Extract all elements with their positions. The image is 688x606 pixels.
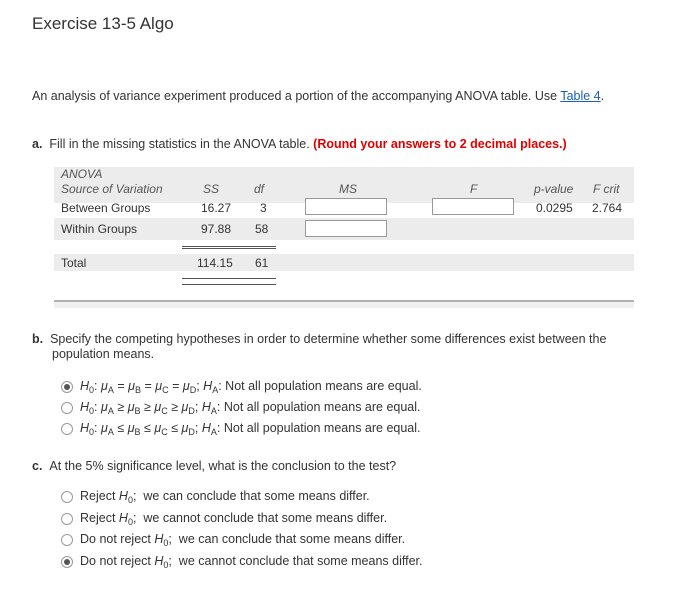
- between-f-input[interactable]: [432, 198, 514, 215]
- total-ss: 114.15: [197, 256, 233, 270]
- part-b-text-2: population means.: [52, 347, 155, 361]
- hypothesis-option-2[interactable]: $H_0$: $\mu_A \ge \mu_B \ge \mu_C \ge \mu_D$; $H_A$: Not all population means are equal.: [80, 400, 421, 416]
- part-b-label: b.: [32, 332, 44, 346]
- rule-above-total: [182, 246, 276, 247]
- conclusion-option-2-radio[interactable]: [61, 513, 73, 525]
- part-b-question: [32, 332, 642, 362]
- between-ms-input[interactable]: [305, 198, 387, 215]
- within-ms-input[interactable]: [305, 220, 387, 237]
- part-b-text: Specify the competing hypotheses in order to determine whether some differences exist between the: [50, 332, 607, 346]
- part-c-text: At the 5% significance level, what is the conclusion to the test?: [49, 459, 397, 473]
- within-groups-row: [54, 218, 634, 240]
- header-f: F: [470, 182, 478, 196]
- hypothesis-option-1[interactable]: $H_0$: $\mu_A = \mu_B = \mu_C = \mu_D$; $H_A$: Not all population means are equal.: [80, 379, 422, 395]
- part-a-question: [32, 137, 567, 151]
- intro-text: [32, 89, 604, 103]
- conclusion-option-1-radio[interactable]: [61, 491, 73, 503]
- part-c-label: c.: [32, 459, 43, 473]
- table-4-link[interactable]: Table 4: [560, 89, 601, 103]
- hypothesis-option-3-radio[interactable]: [61, 423, 73, 435]
- header-df: df: [254, 182, 265, 196]
- within-label: Within Groups: [61, 222, 138, 236]
- conclusion-option-3[interactable]: Do not reject $H_0$; we can conclude that some means differ.: [80, 532, 406, 548]
- hypothesis-option-1-radio[interactable]: [61, 381, 73, 393]
- intro-end: .: [600, 89, 605, 103]
- rule-below-total-2: [182, 284, 276, 285]
- between-ss: 16.27: [201, 201, 232, 215]
- within-ss: 97.88: [201, 222, 232, 236]
- part-c-question: [32, 459, 396, 473]
- header-source: Source of Variation: [61, 182, 163, 196]
- part-a-label: a.: [32, 137, 43, 151]
- table-scrollbar[interactable]: [54, 300, 634, 308]
- header-ms: MS: [339, 182, 357, 196]
- within-df: 58: [255, 222, 269, 236]
- header-fcrit: F crit: [593, 182, 620, 196]
- conclusion-option-3-radio[interactable]: [61, 534, 73, 546]
- total-row: [54, 254, 634, 271]
- hypothesis-option-3[interactable]: $H_0$: $\mu_A \le \mu_B \le \mu_C \le \mu_D$; $H_A$: Not all population means are equal.: [80, 421, 421, 437]
- part-a-text: Fill in the missing statistics in the ANOVA table.: [49, 137, 314, 151]
- between-pvalue: 0.0295: [536, 201, 573, 215]
- spacer-row: [54, 240, 634, 254]
- conclusion-option-4-radio[interactable]: [61, 556, 73, 568]
- table-caption: ANOVA: [61, 167, 103, 181]
- page-title: Exercise 13-5 Algo: [32, 14, 174, 33]
- header-ss: SS: [203, 182, 220, 196]
- total-label: Total: [61, 256, 87, 270]
- between-label: Between Groups: [61, 201, 151, 215]
- conclusion-option-2[interactable]: Reject $H_0$; we cannot conclude that some means differ.: [80, 511, 388, 527]
- header-pvalue: p-value: [534, 182, 574, 196]
- between-groups-row: [54, 198, 634, 218]
- between-fcrit: 2.764: [592, 201, 623, 215]
- conclusion-option-1[interactable]: Reject $H_0$; we can conclude that some means differ.: [80, 489, 370, 505]
- between-df: 3: [260, 201, 267, 215]
- total-df: 61: [255, 256, 269, 270]
- intro-body: An analysis of variance experiment produced a portion of the accompanying ANOVA table. Use: [32, 89, 561, 103]
- conclusion-option-4[interactable]: Do not reject $H_0$; we cannot conclude that some means differ.: [80, 554, 423, 570]
- part-a-rounding-note: (Round your answers to 2 decimal places.): [313, 137, 567, 151]
- rule-above-total-2: [182, 248, 276, 249]
- rule-below-total: [182, 278, 276, 279]
- hypothesis-option-2-radio[interactable]: [61, 402, 73, 414]
